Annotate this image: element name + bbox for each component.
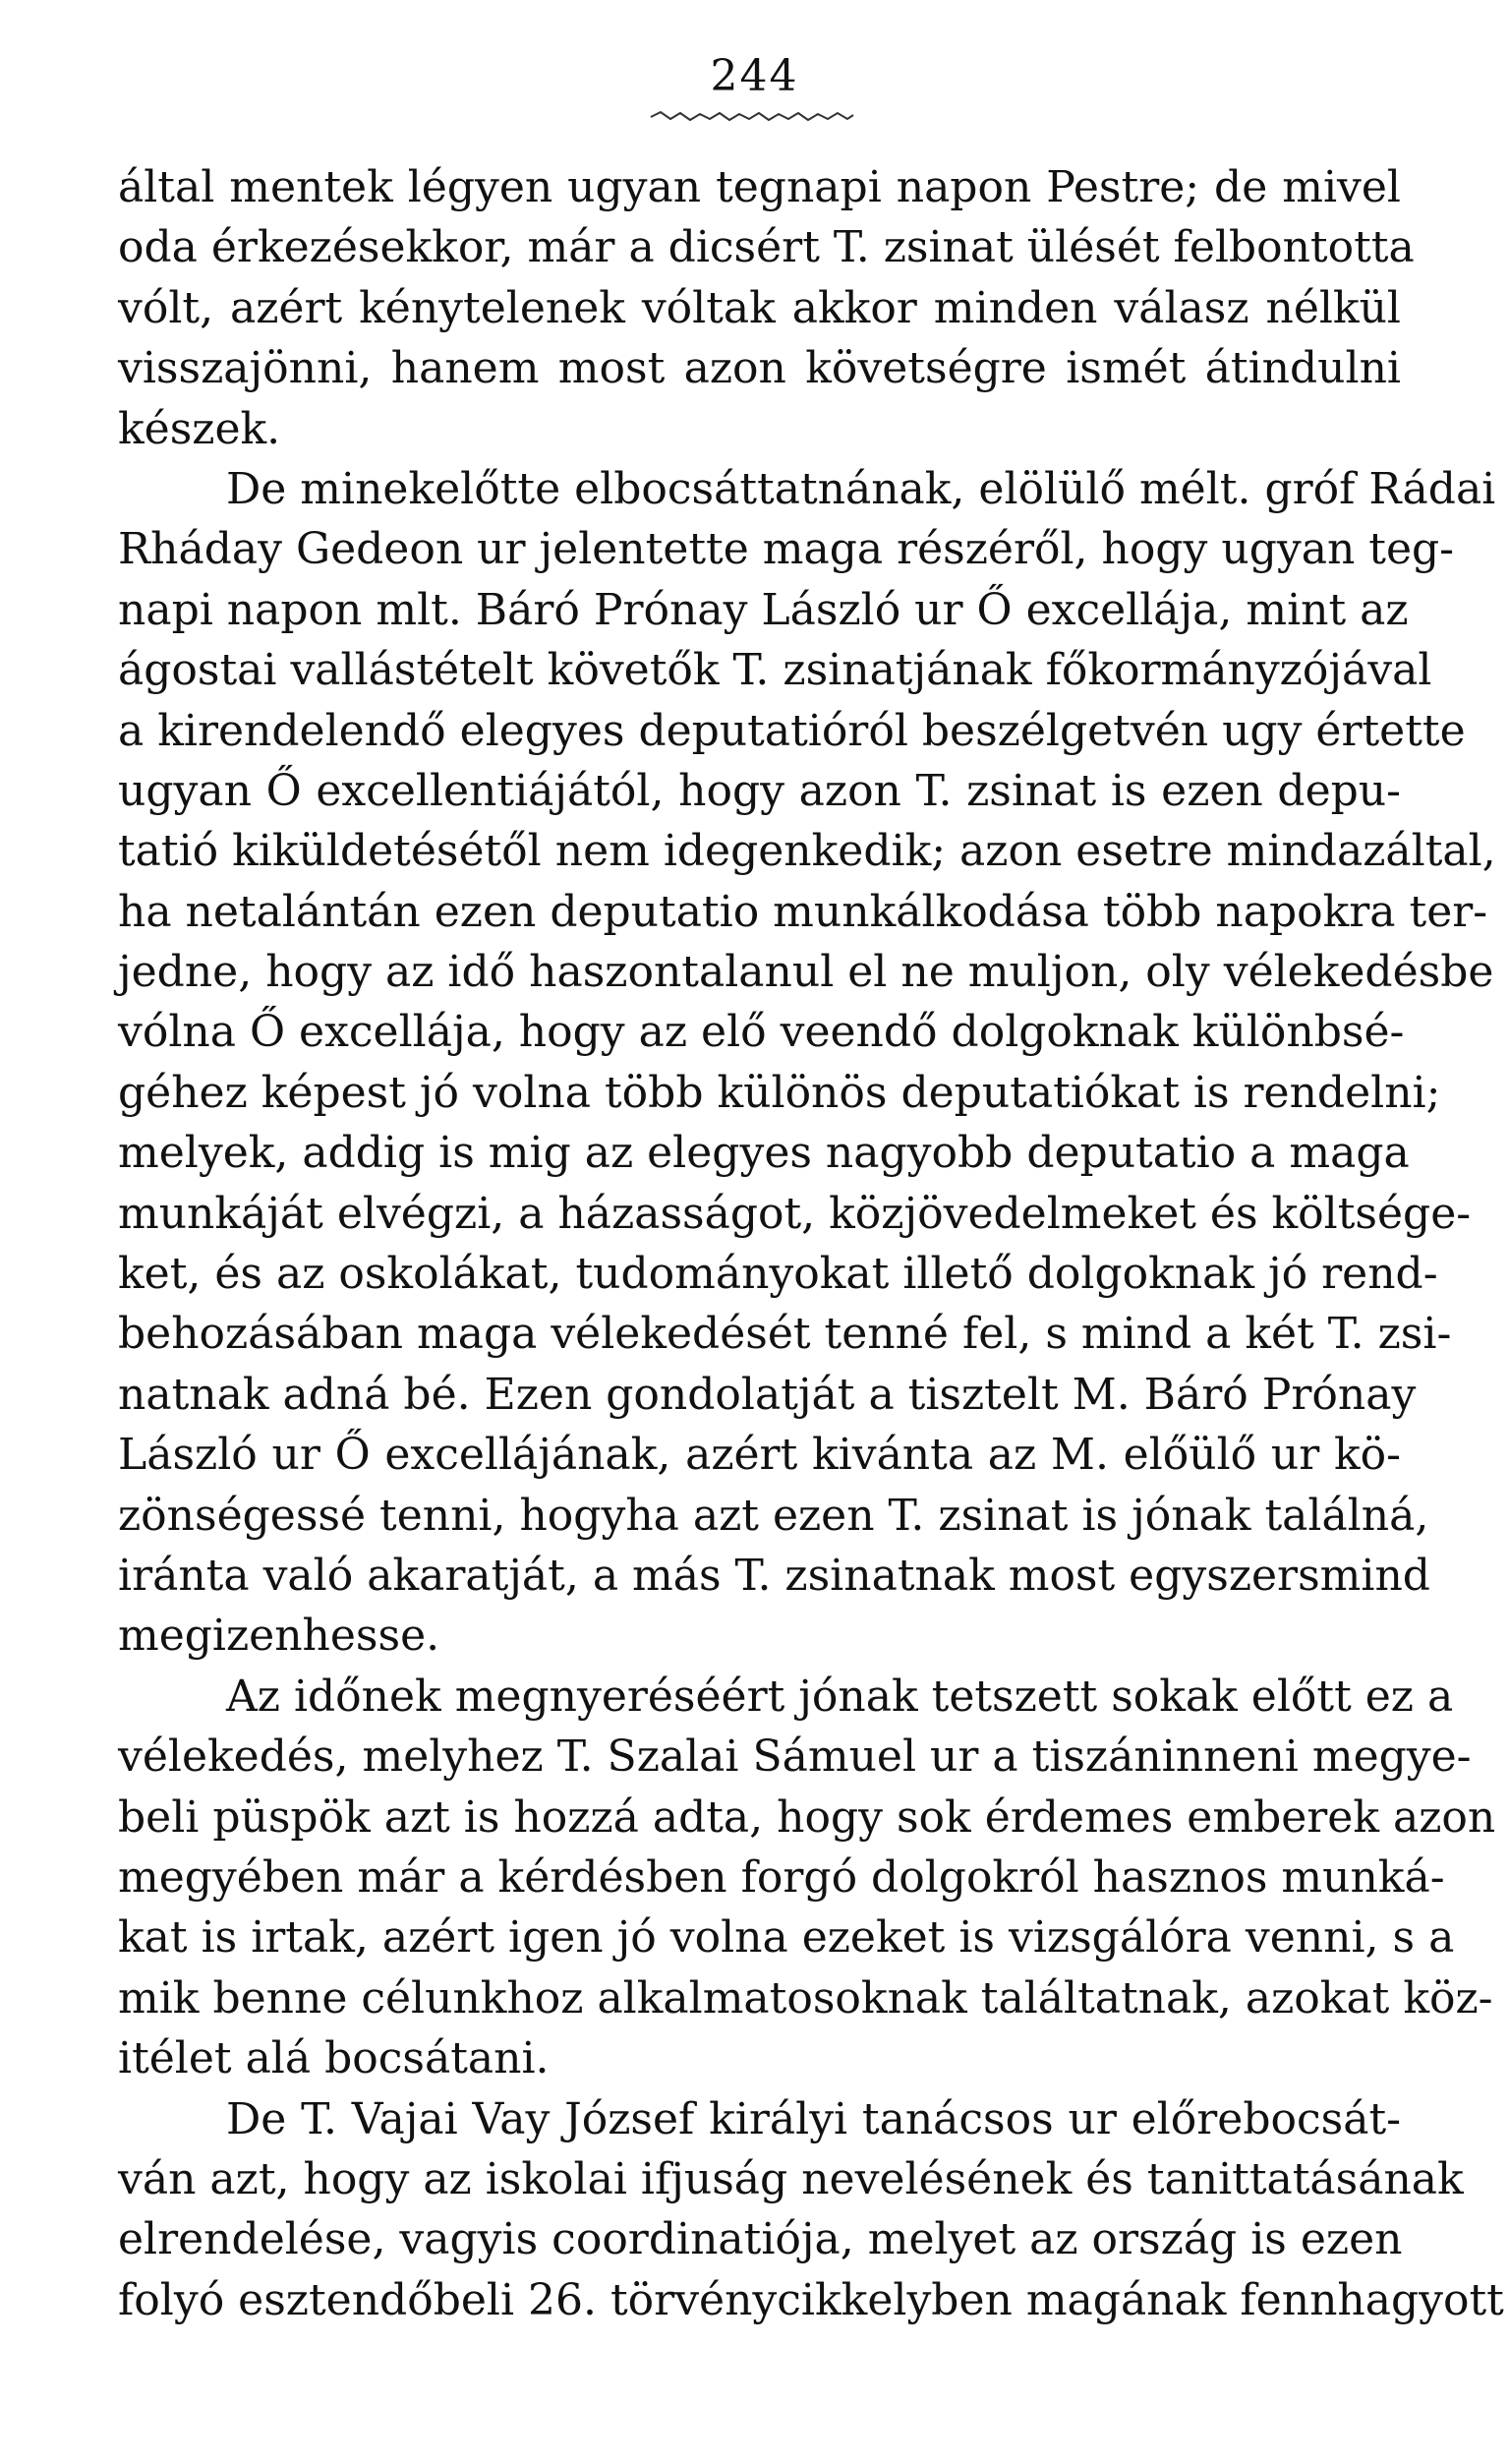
ornamental-rule xyxy=(649,110,855,124)
text-line: tatió kiküldetésétől nem idegenkedik; azon esetre mindazáltal, xyxy=(118,826,1496,877)
text-line: elrendelése, vagyis coordinatiója, melyet az ország is ezen xyxy=(118,2214,1403,2265)
text-line: zönségessé tenni, hogyha azt ezen T. zsinat is jónak találná, xyxy=(118,1490,1429,1541)
text-line: jedne, hogy az idő haszontalanul el ne muljon, oly vélekedésbe xyxy=(118,947,1494,998)
text-line: készek. xyxy=(118,403,281,454)
page-body xyxy=(118,157,1504,2330)
text-line: behozásában maga vélekedését tenné fel, s mind a két T. zsi- xyxy=(118,1309,1452,1360)
text-line: oda érkezésekkor, már a dicsért T. zsinat ülését felbontotta xyxy=(118,222,1415,273)
text-line: mik benne célunkhoz alkalmatosoknak találtatnak, azokat köz- xyxy=(118,1972,1493,2024)
text-line: folyó esztendőbeli 26. törvénycikkelyben magának fennhagyott xyxy=(118,2274,1504,2325)
text-line: megyében már a kérdésben forgó dolgokról hasznos munká- xyxy=(118,1851,1445,1903)
text-line: munkáját elvégzi, a házasságot, közjövedelmeket és költsége- xyxy=(118,1188,1472,1239)
text-line: natnak adná bé. Ezen gondolatját a tisztelt M. Báró Prónay xyxy=(118,1369,1417,1420)
text-line: megizenhesse. xyxy=(118,1611,440,1662)
text-line: ugyan Ő excellentiájától, hogy azon T. zsinat is ezen depu- xyxy=(118,765,1401,816)
text-line: ágostai vallástételt követők T. zsinatjának főkormányzójával xyxy=(118,645,1432,696)
text-line: De T. Vajai Vay József királyi tanácsos ur előrebocsát- xyxy=(226,2093,1401,2144)
text-line: Rháday Gedeon ur jelentette maga részéről, hogy ugyan teg- xyxy=(118,524,1455,575)
text-line: ván azt, hogy az iskolai ifjuság nevelésének és tanittatásának xyxy=(118,2153,1464,2204)
text-line: iránta való akaratját, a más T. zsinatnak most egyszersmind xyxy=(118,1550,1430,1601)
text-line: a kirendelendő elegyes deputatióról beszélgetvén ugy értette xyxy=(118,705,1466,756)
text-line: beli püspök azt is hozzá adta, hogy sok érdemes emberek azon xyxy=(118,1791,1496,1843)
text-line: vélekedés, melyhez T. Szalai Sámuel ur a tiszáninneni megye- xyxy=(118,1731,1472,1783)
text-line: itélet alá bocsátani. xyxy=(118,2033,550,2084)
text-line: De minekelőtte elbocsáttatnának, elölülő mélt. gróf Rádai xyxy=(226,463,1496,514)
text-line: László ur Ő excellájának, azért kivánta az M. előülő ur kö- xyxy=(118,1430,1401,1481)
text-line: napi napon mlt. Báró Prónay László ur Ő excellája, mint az xyxy=(118,584,1409,635)
text-line: Az időnek megnyeréséért jónak tetszett sokak előtt ez a xyxy=(226,1671,1454,1722)
text-line: által mentek légyen ugyan tegnapi napon Pestre; de mivel xyxy=(118,162,1401,212)
text-line: ha netalántán ezen deputatio munkálkodása több napokra ter- xyxy=(118,886,1488,937)
text-line: géhez képest jó volna több különös deputatiókat is rendelni; xyxy=(118,1067,1441,1118)
text-line: vólt, azért kénytelenek vóltak akkor minden válasz nélkül xyxy=(118,282,1401,333)
text-line: kat is irtak, azért igen jó volna ezeket is vizsgálóra venni, s a xyxy=(118,1912,1455,1964)
text-line: vólna Ő excellája, hogy az elő veendő dolgoknak különbsé- xyxy=(118,1007,1405,1058)
page-number: 244 xyxy=(710,51,799,101)
text-line: visszajönni, hanem most azon követségre ismét átindulni xyxy=(118,343,1401,394)
text-line: ket, és az oskolákat, tudományokat illető dolgoknak jó rend- xyxy=(118,1249,1438,1300)
text-line: melyek, addig is mig az elegyes nagyobb deputatio a maga xyxy=(118,1128,1410,1179)
